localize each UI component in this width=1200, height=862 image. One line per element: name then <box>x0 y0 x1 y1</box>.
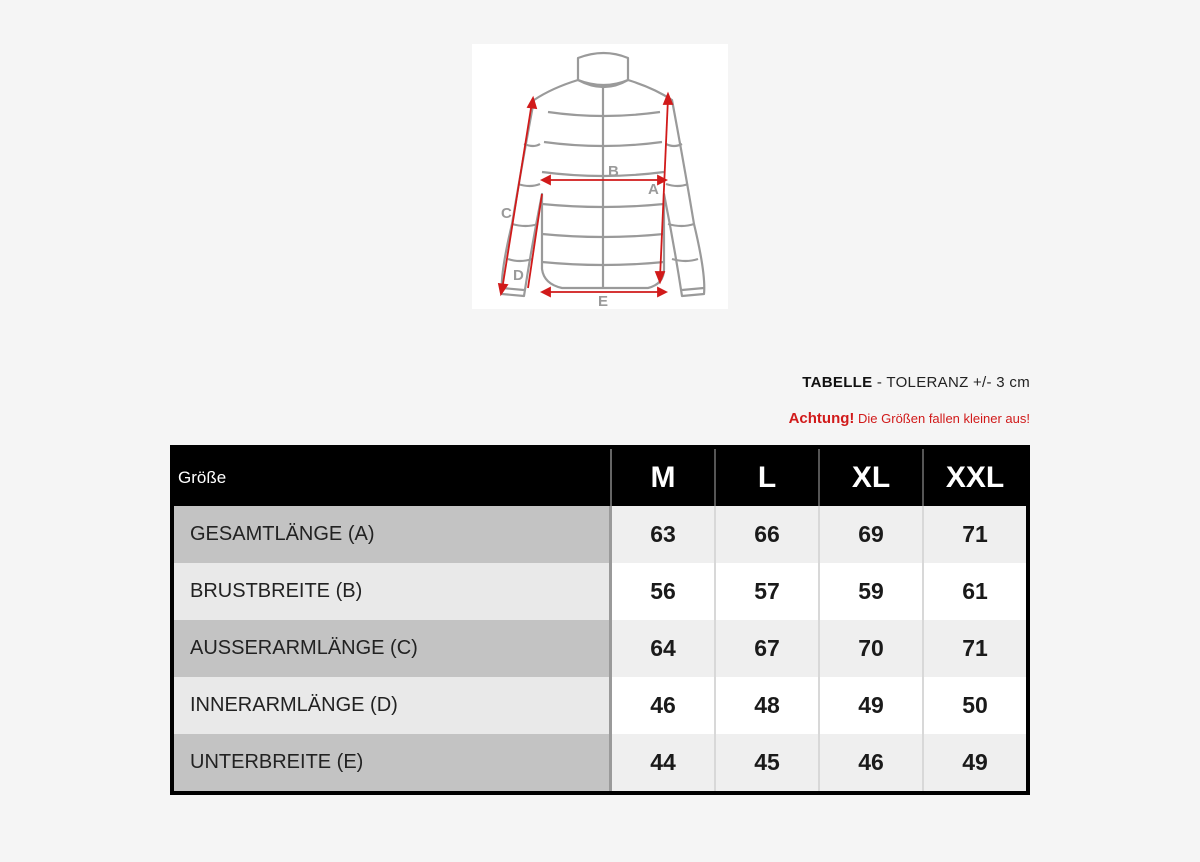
table-cell: 46 <box>612 677 716 734</box>
row-label: AUSSERARMLÄNGE (C) <box>174 620 612 677</box>
warning-text: Die Größen fallen kleiner aus! <box>854 411 1030 426</box>
table-cell: 56 <box>612 563 716 620</box>
table-cell: 61 <box>924 563 1026 620</box>
table-cell: 66 <box>716 506 820 563</box>
label-e: E <box>598 293 609 309</box>
size-header-m: M <box>612 449 716 506</box>
row-label: BRUSTBREITE (B) <box>174 563 612 620</box>
table-cell: 44 <box>612 734 716 791</box>
label-a: A <box>648 181 659 198</box>
row-label: UNTERBREITE (E) <box>174 734 612 791</box>
table-heading <box>802 374 1030 391</box>
table-row <box>174 563 1026 620</box>
table-cell: 70 <box>820 620 924 677</box>
table-cell: 57 <box>716 563 820 620</box>
table-cell: 48 <box>716 677 820 734</box>
warning-bold: Achtung! <box>788 410 855 427</box>
table-row <box>174 620 1026 677</box>
label-b: B <box>608 163 619 180</box>
row-label: GESAMTLÄNGE (A) <box>174 506 612 563</box>
table-cell: 71 <box>924 620 1026 677</box>
table-cell: 64 <box>612 620 716 677</box>
row-label: INNERARMLÄNGE (D) <box>174 677 612 734</box>
table-cell: 49 <box>924 734 1026 791</box>
table-heading-bold: TABELLE <box>802 374 873 391</box>
table-cell: 46 <box>820 734 924 791</box>
table-header-row <box>174 449 1026 506</box>
table-cell: 67 <box>716 620 820 677</box>
size-table <box>170 445 1030 795</box>
table-cell: 59 <box>820 563 924 620</box>
size-header-l: L <box>716 449 820 506</box>
size-warning <box>789 410 1030 427</box>
table-cell: 45 <box>716 734 820 791</box>
jacket-measurement-diagram <box>472 44 728 309</box>
corner-label: Größe <box>174 449 612 506</box>
jacket-outline-illustration <box>472 44 728 309</box>
table-cell: 49 <box>820 677 924 734</box>
table-cell: 63 <box>612 506 716 563</box>
table-row <box>174 734 1026 791</box>
label-d: D <box>513 267 524 284</box>
size-header-xxl: XXL <box>945 460 1005 494</box>
table-row <box>174 677 1026 734</box>
size-header-xl: XL <box>820 449 924 506</box>
table-cell: 50 <box>924 677 1026 734</box>
tolerance-text: - TOLERANZ +/- 3 cm <box>872 374 1030 391</box>
table-cell: 69 <box>820 506 924 563</box>
table-row <box>174 506 1026 563</box>
table-cell: 71 <box>924 506 1026 563</box>
label-c: C <box>501 205 512 222</box>
